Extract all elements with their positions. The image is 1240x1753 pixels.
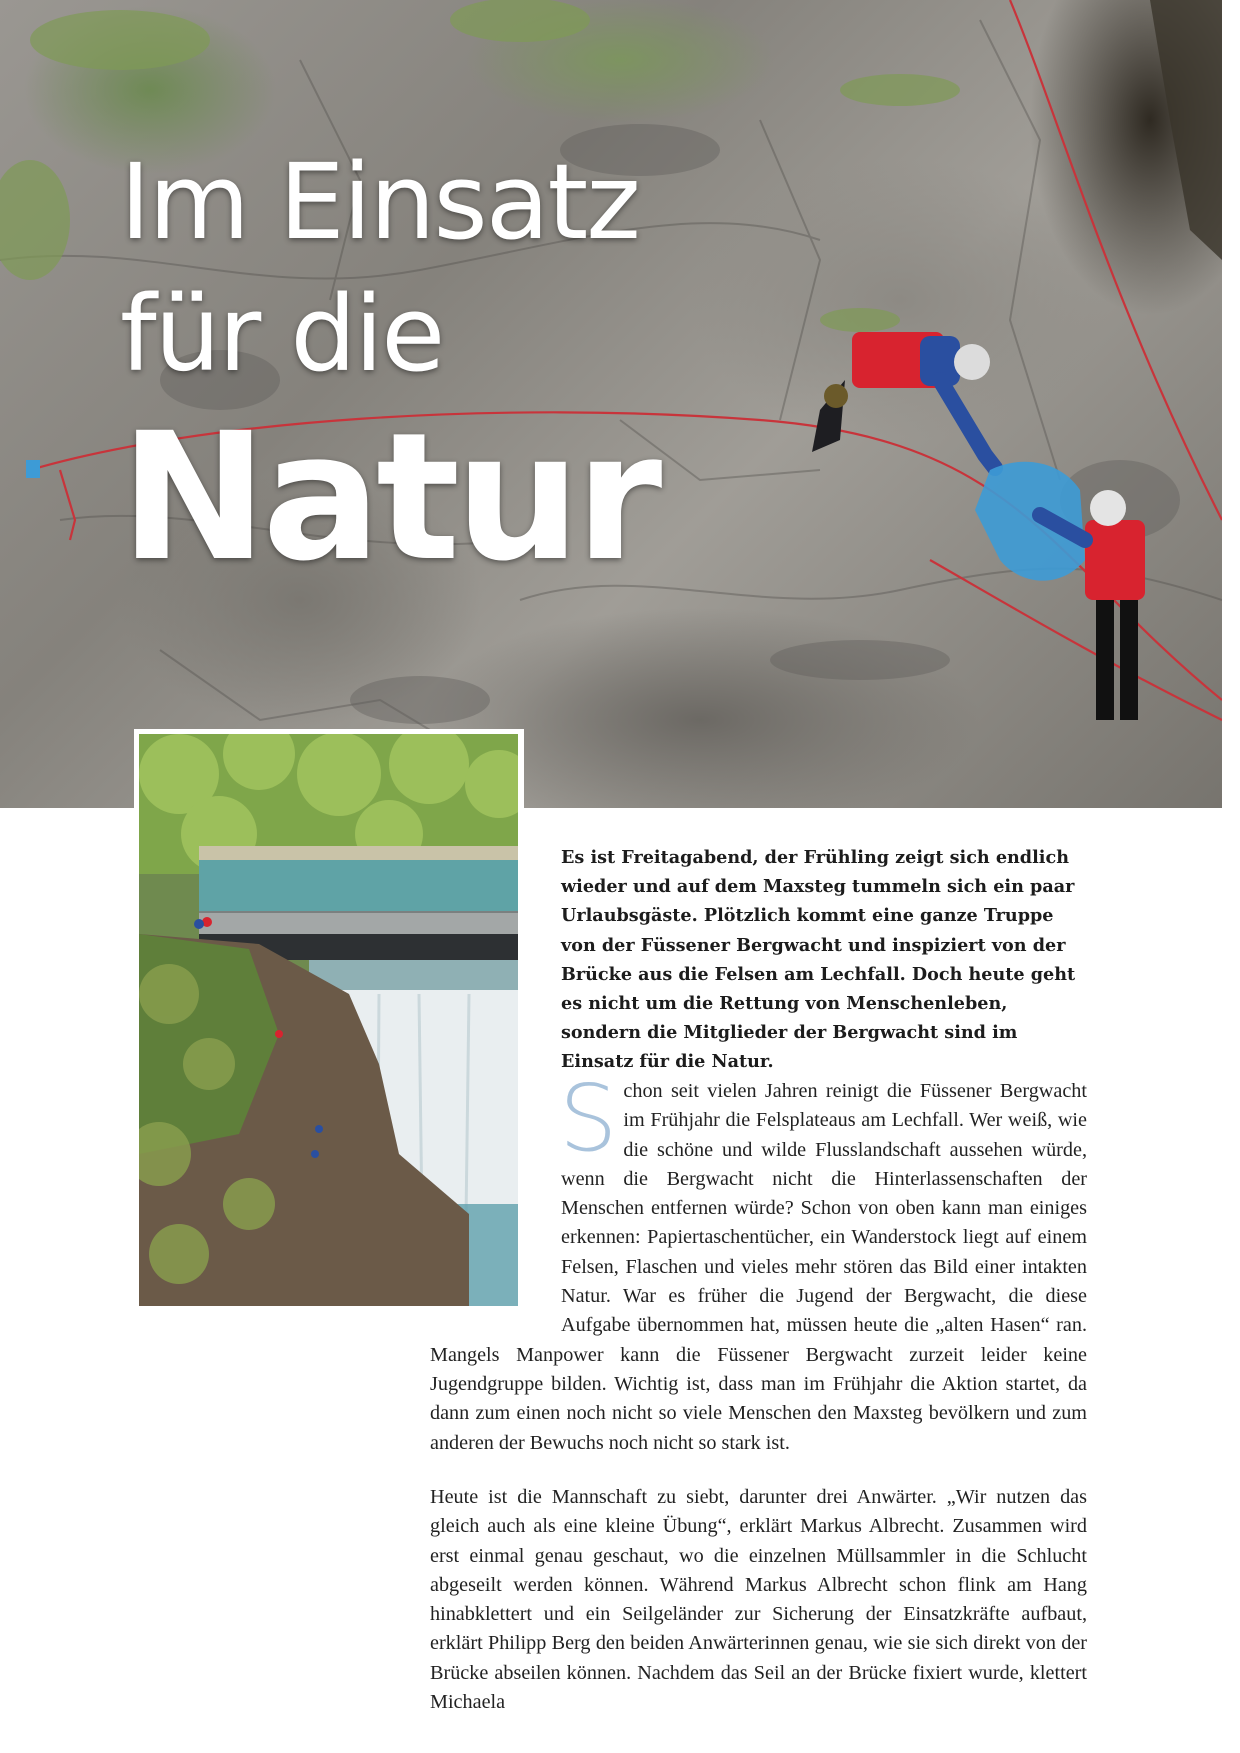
body-paragraph-1: [430, 1065, 1087, 1458]
climber-lower: [1040, 490, 1145, 720]
hero-photo: [0, 0, 1222, 808]
body-paragraph-1-text: chon seit vielen Jahren reinigt die Füssener Bergwacht im Frühjahr die Felsplateaus am Lechfall. Wer weiß, wie die schöne und wilde Flusslandschaft aussehen würde, wenn die Bergwacht nicht die Hinterlassenschaften der Menschen entfernen würde? Schon von oben kann man einiges erkennen: Papiertaschentücher, ein Wanderstock liegt auf einem Felsen, Flaschen und vieles mehr stören das Bild einer intakten Natur. War es früher die Jugend der Bergwacht, die diese Aufgabe übernommen hat, müssen heute die „alten Hasen“ ran. Mangels Manpower kann die Füssener Bergwacht zurzeit leider keine Jugendgruppe bilden. Wichtig ist, dass man im Frühjahr die Aktion startet, da dann zum einen noch nicht so viele Menschen den Maxsteg bevölkern und zum anderen der Bewuchs noch nicht so stark ist.: [430, 1080, 1087, 1454]
drop-cap: S: [559, 1065, 618, 1172]
body-paragraph-2: Heute ist die Mannschaft zu siebt, darunter drei Anwärter. „Wir nutzen das gleich auch als eine kleine Übung“, erklärt Markus Albrecht. Zusammen wird erst einmal genau geschaut, wo die einzelnen Müllsammler in die Schlucht abgeseilt werden können. Während Markus Albrecht schon flink am Hang hinabklettert und ein Seilgeländer zur Sicherung der Einsatzkräfte aufbaut, erklärt Philipp Berg den beiden Anwärterinnen genau, wie sie sich direkt von der Brücke abseilen können. Nachdem das Seil an der Brücke fixiert wurde, klettert Michaela: [430, 1486, 1087, 1714]
lead-paragraph: Es ist Freitagabend, der Frühling zeigt sich endlich wieder und auf dem Maxsteg tummeln sich ein paar Urlaubsgäste. Plötzlich kommt eine ganze Truppe von der Füssener Bergwacht und inspiziert von der Brücke aus die Felsen am Lechfall. Doch heute geht es nicht um die Rettung von Menschenleben, sondern die Mitglieder der Bergwacht sind im Einsatz für die Natur.: [561, 847, 1076, 1073]
image-wrap-spacer: [430, 1077, 561, 1314]
title-line-3: Natur: [120, 395, 658, 600]
title-line-2: für die: [120, 273, 444, 395]
title-line-1: Im Einsatz: [120, 141, 639, 263]
